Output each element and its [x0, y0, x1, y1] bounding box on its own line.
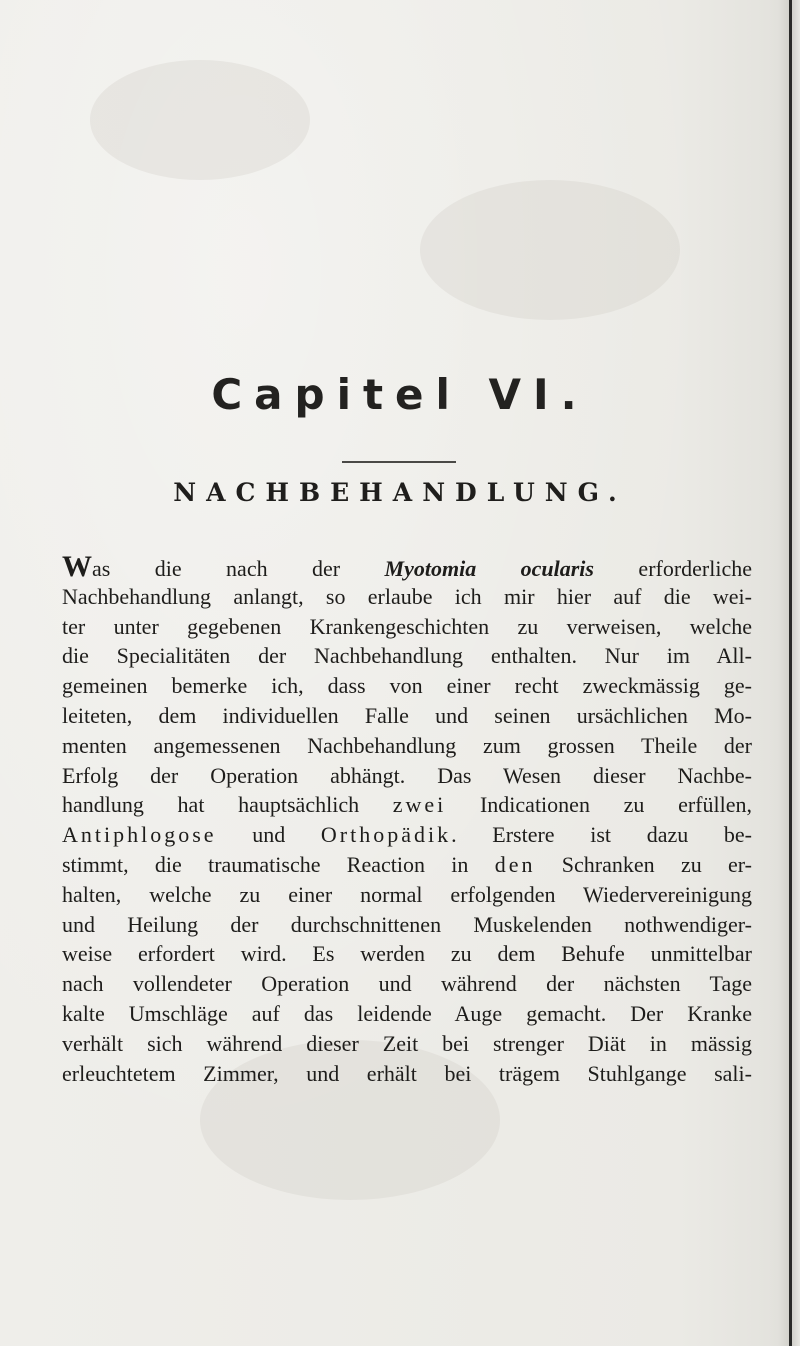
text-line: stimmt, die traumatische Reaction in den Schranken zu er- [62, 851, 752, 877]
spaced-emphasis: zwei [392, 792, 447, 818]
text-line: menten angemessenen Nachbehandlung zum grossen Theile der [62, 732, 752, 758]
text-line: ter unter gegebenen Krankengeschichten zu verweisen, welche [62, 613, 752, 639]
text-line: Was die nach der Myotomia ocularis erforderliche [62, 550, 753, 583]
spaced-emphasis: den [494, 851, 536, 877]
spaced-emphasis: Antiphlogose [62, 822, 217, 848]
page-border-line [789, 0, 792, 1346]
chapter-heading: Capitel VI. [211, 370, 589, 419]
heading-divider [342, 461, 456, 463]
text-line: verhält sich während dieser Zeit bei strenger Diät in mässig [62, 1030, 752, 1056]
text-line: Antiphlogose und Orthopädik. Erstere ist dazu be- [62, 822, 752, 848]
text-line: und Heilung der durchschnittenen Muskelenden nothwendiger- [62, 911, 752, 937]
italic-term: Myotomia ocularis [384, 556, 594, 581]
section-title: NACHBEHANDLUNG. [173, 478, 627, 507]
text-line: erleuchtetem Zimmer, und erhält bei trägem Stuhlgange sali- [62, 1060, 752, 1086]
text-line: handlung hat hauptsächlich zwei Indicationen zu erfüllen, [62, 792, 752, 818]
text-line: weise erfordert wird. Es werden zu dem Behufe unmittelbar [62, 941, 752, 967]
text-line: nach vollendeter Operation und während der nächsten Tage [62, 971, 752, 997]
drop-capital: W [62, 550, 92, 583]
text-line: halten, welche zu einer normal erfolgenden Wiedervereinigung [62, 881, 752, 907]
text-line: leiteten, dem individuellen Falle und seinen ursächlichen Mo- [62, 702, 752, 728]
spaced-emphasis: Orthopädik [320, 822, 452, 848]
text-line: kalte Umschläge auf das leidende Auge gemacht. Der Kranke [62, 1000, 752, 1026]
text-line: gemeinen bemerke ich, dass von einer recht zweckmässig ge- [62, 673, 752, 699]
text-line: Erfolg der Operation abhängt. Das Wesen dieser Nachbe- [62, 762, 752, 788]
paper-stain [420, 180, 680, 320]
text-line: die Specialitäten der Nachbehandlung enthalten. Nur im All- [62, 643, 752, 669]
body-paragraph [62, 552, 752, 1088]
text-line: Nachbehandlung anlangt, so erlaube ich mir hier auf die wei- [62, 583, 752, 609]
paper-stain [90, 60, 310, 180]
